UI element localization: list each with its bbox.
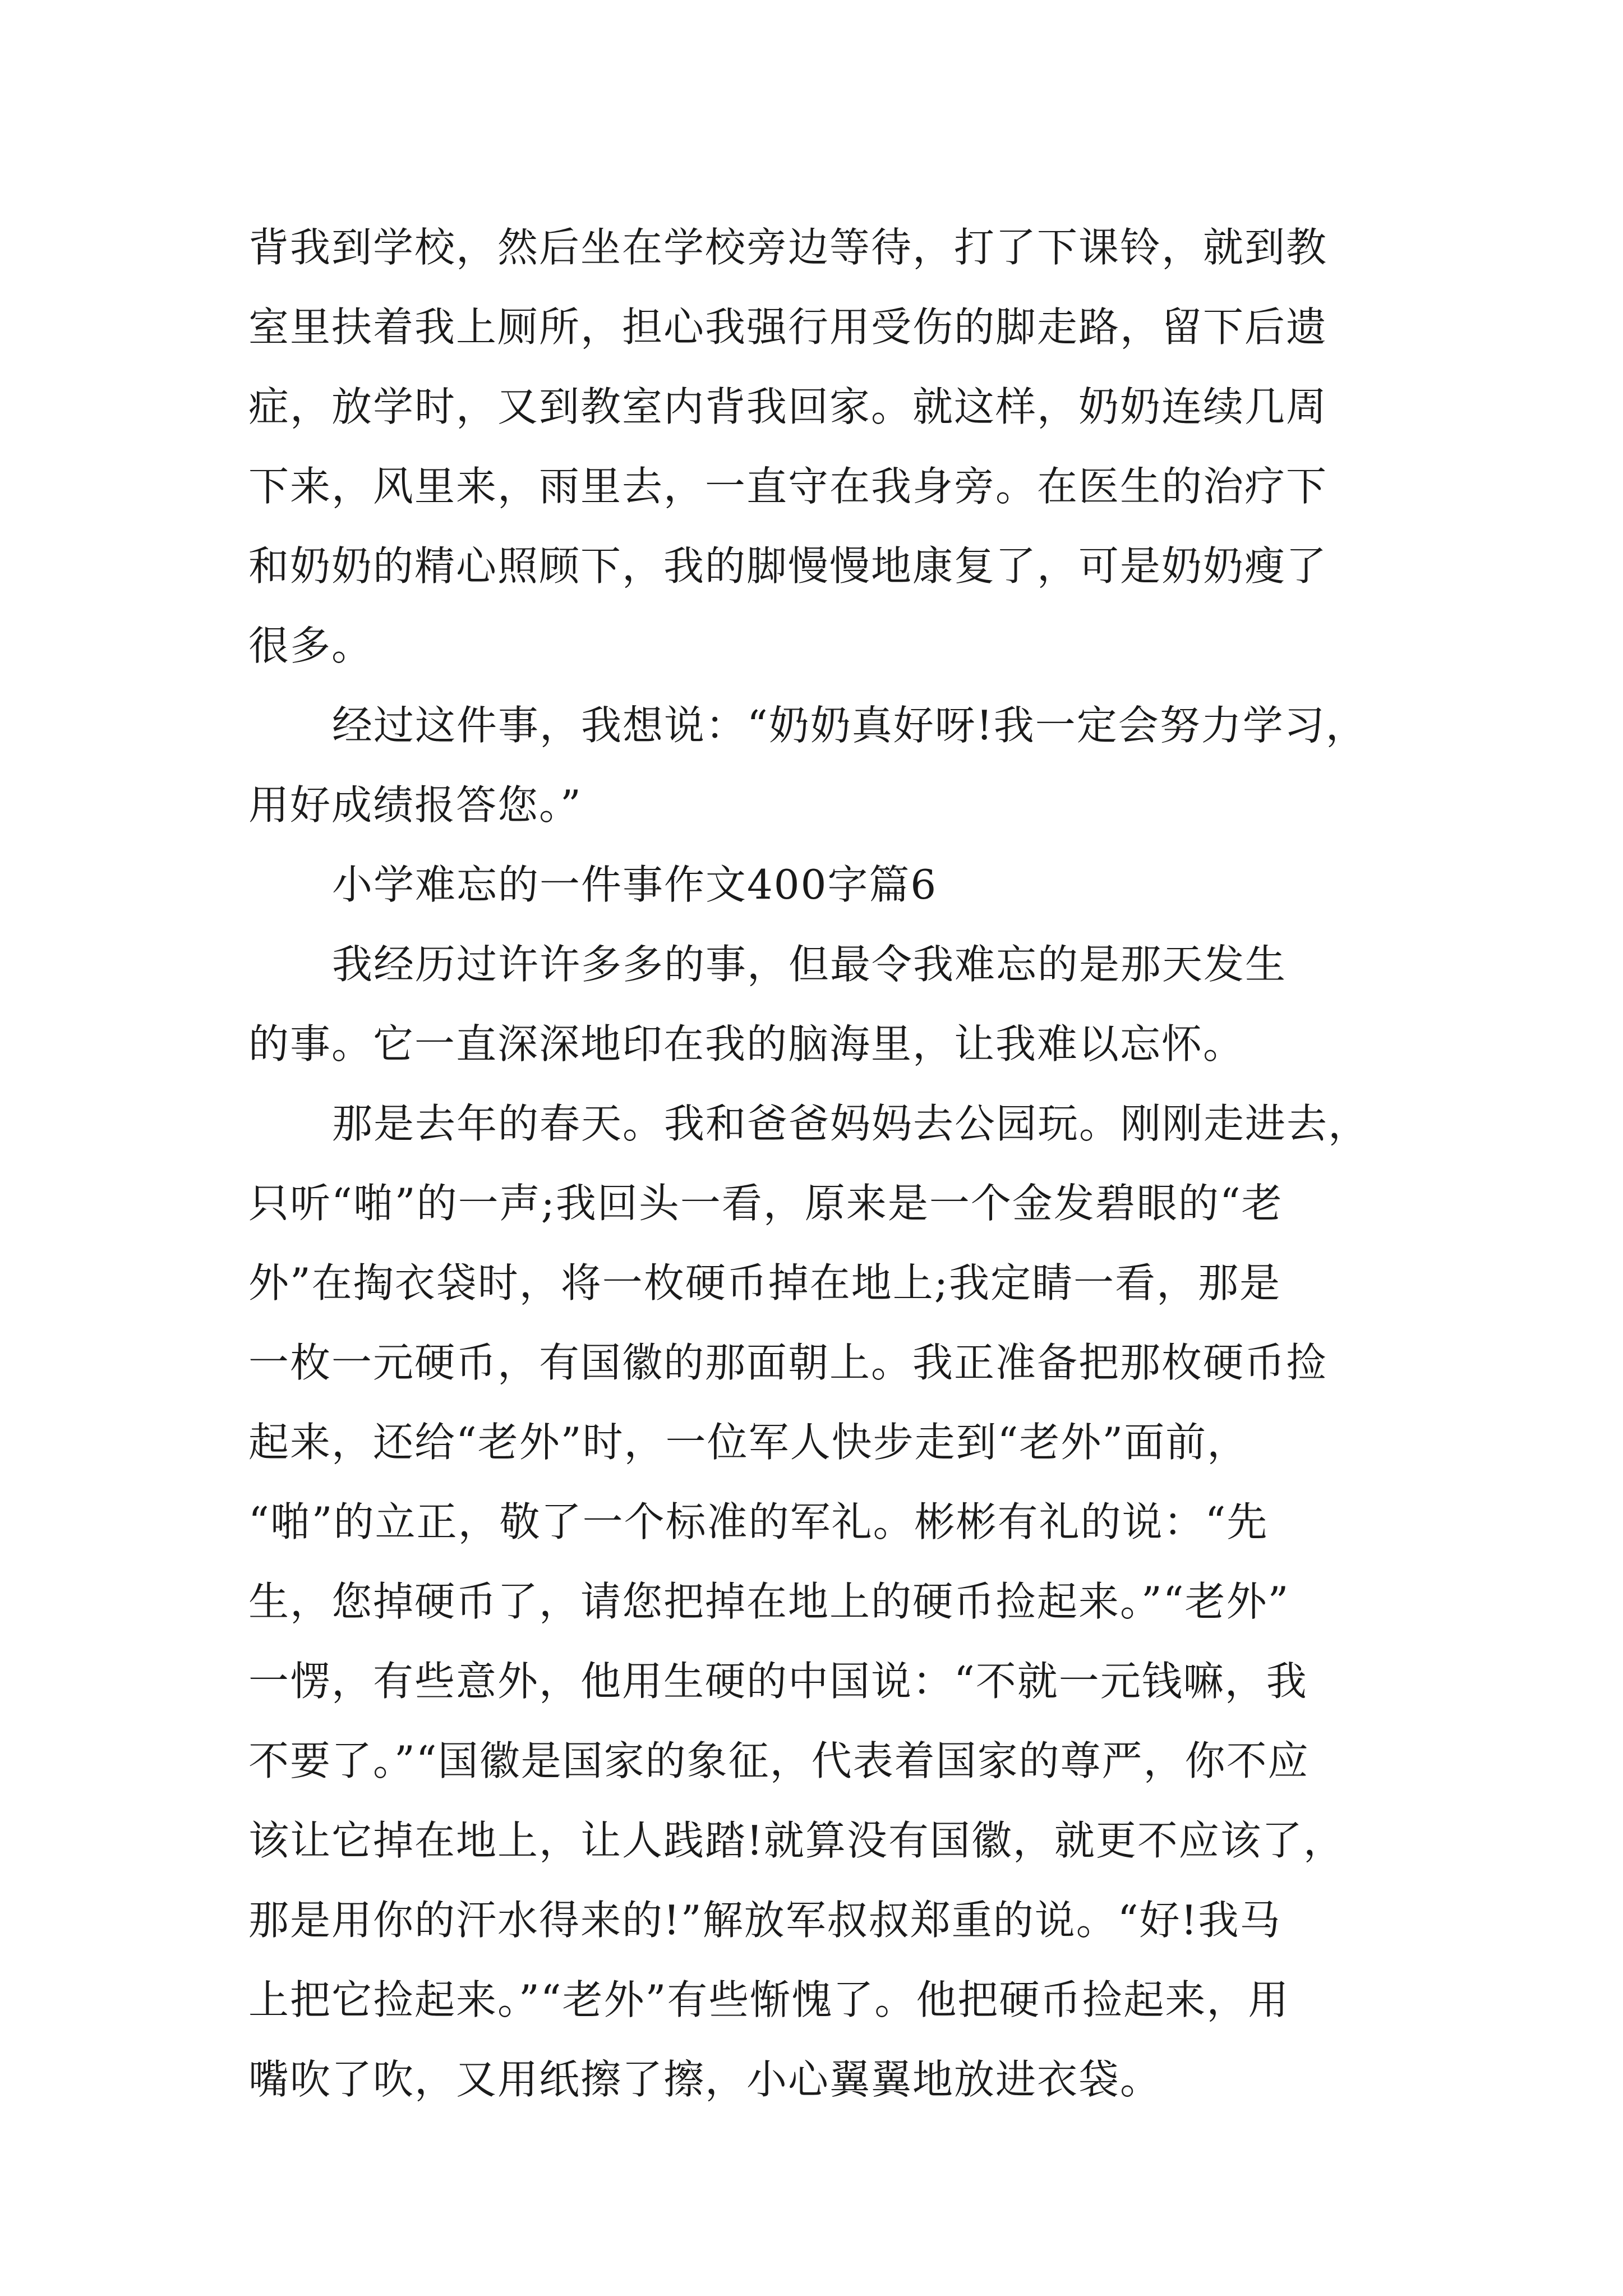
text-line: 嘴吹了吹，又用纸擦了擦，小心翼翼地放进衣袋。 — [248, 2056, 1162, 2103]
text-line: 很多。 — [248, 622, 374, 669]
text-line: 起来，还给“老外”时，一位军人快步走到“老外”面前， — [248, 1419, 1249, 1466]
text-line: 背我到学校，然后坐在学校旁边等待，打了下课铃，就到教 — [248, 224, 1328, 271]
text-line: 的事。它一直深深地印在我的脑海里，让我难以忘怀。 — [248, 1020, 1245, 1068]
text-line: 该让它掉在地上，让人践踏!就算没有国徽，就更不应该了， — [248, 1817, 1345, 1864]
text-line: 那是用你的汗水得来的!”解放军叔叔郑重的说。“好!我马 — [248, 1897, 1281, 1944]
text-line: 不要了。”“国徽是国家的象征，代表着国家的尊严，你不应 — [248, 1737, 1310, 1784]
text-line: 一枚一元硬币，有国徽的那面朝上。我正准备把那枚硬币捡 — [248, 1339, 1328, 1386]
text-line: “啪”的立正，敬了一个标准的军礼。彬彬有礼的说：“先 — [248, 1498, 1269, 1545]
text-line: 和奶奶的精心照顾下，我的脚慢慢地康复了，可是奶奶瘦了 — [248, 542, 1328, 590]
text-line: 生，您掉硬币了，请您把掉在地上的硬币捡起来。”“老外” — [248, 1578, 1290, 1625]
text-line: 上把它捡起来。”“老外”有些惭愧了。他把硬币捡起来，用 — [248, 1976, 1290, 2023]
paragraph-start-line: 那是去年的春天。我和爸爸妈妈去公园玩。刚刚走进去， — [332, 1100, 1370, 1147]
text-line: 室里扶着我上厕所，担心我强行用受伤的脚走路，留下后遗 — [248, 303, 1328, 351]
paragraph-start-line: 经过这件事，我想说：“奶奶真好呀!我一定会努力学习， — [332, 702, 1367, 749]
text-line: 下来，风里来，雨里去，一直守在我身旁。在医生的治疗下 — [248, 463, 1328, 510]
document-body — [248, 208, 1387, 2119]
text-line: 症，放学时，又到教室内背我回家。就这样，奶奶连续几周 — [248, 383, 1328, 430]
section-heading: 小学难忘的一件事作文400字篇6 — [332, 861, 938, 908]
text-line: 用好成绩报答您。” — [248, 781, 582, 829]
paragraph-start-line: 我经历过许许多多的事，但最令我难忘的是那天发生 — [332, 941, 1287, 988]
text-line: 一愣，有些意外，他用生硬的中国说：“不就一元钱嘛，我 — [248, 1658, 1308, 1705]
text-line: 只听“啪”的一声;我回头一看，原来是一个金发碧眼的“老 — [248, 1180, 1283, 1227]
text-line: 外”在掏衣袋时，将一枚硬币掉在地上;我定睛一看，那是 — [248, 1259, 1281, 1306]
